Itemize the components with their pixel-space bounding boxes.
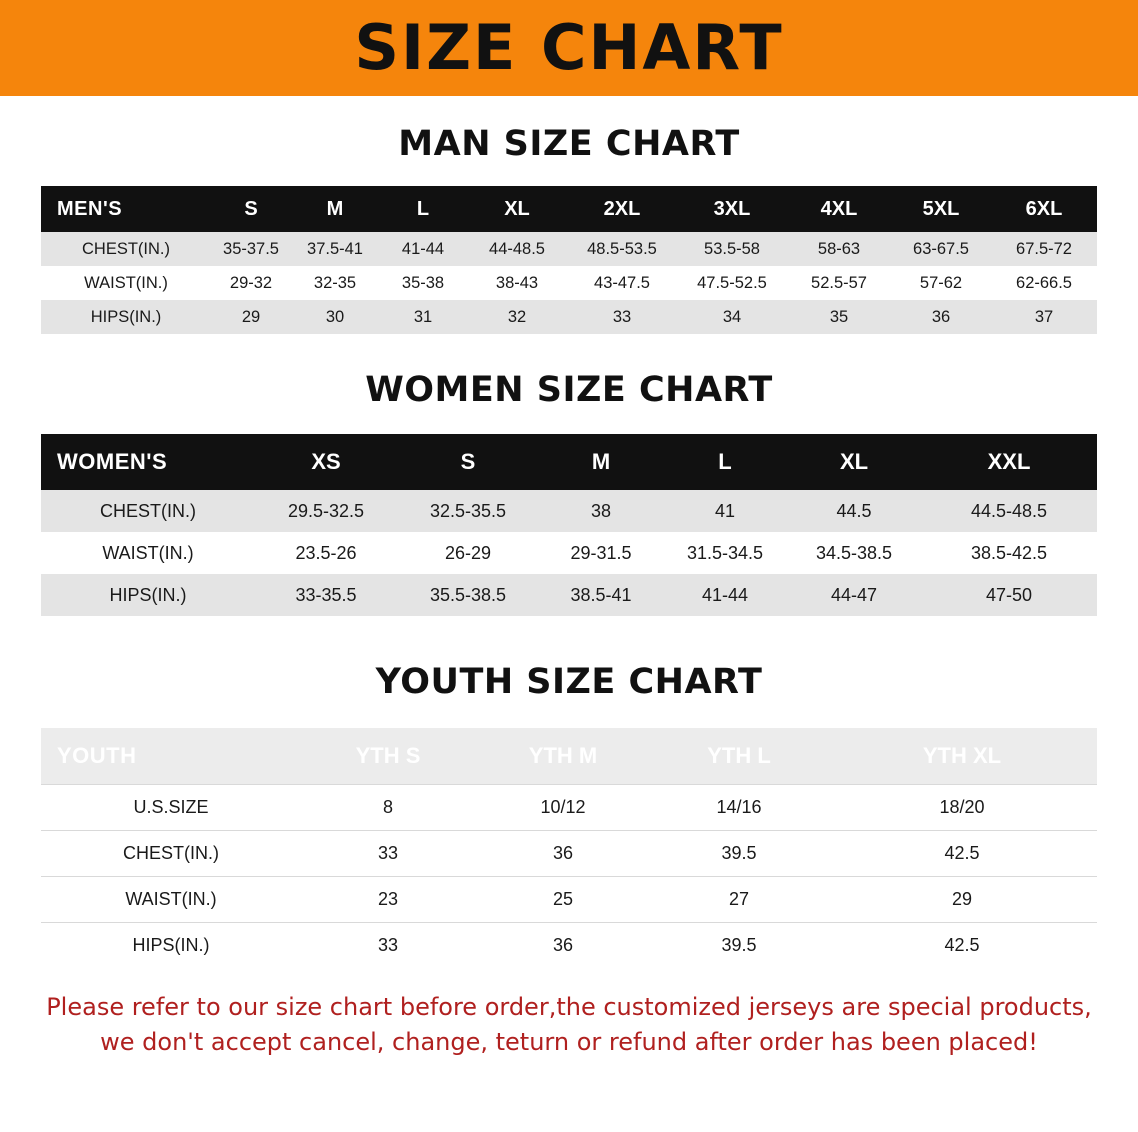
women-header-cell-4: L [663,434,787,490]
men-table-header-row [41,186,1097,232]
men-row-2-cell-6: 35 [787,300,891,334]
men-row-2-cell-0: 29 [211,300,291,334]
youth-size-table [41,728,1097,968]
table-row [41,232,1097,266]
women-row-2-cell-5: 47-50 [921,574,1097,616]
youth-row-0-cell-2: 14/16 [651,785,827,831]
youth-header-cell-0: YOUTH [41,728,301,785]
table-row [41,490,1097,532]
men-header-cell-7: 4XL [787,186,891,232]
youth-row-0-cell-0: 8 [301,785,475,831]
youth-row-2-cell-1: 25 [475,877,651,923]
men-row-0-cell-1: 37.5-41 [291,232,379,266]
men-row-0-label: CHEST(IN.) [41,232,211,266]
table-row [41,923,1097,969]
men-row-1-cell-5: 47.5-52.5 [677,266,787,300]
youth-row-3-cell-2: 39.5 [651,923,827,969]
women-row-0-cell-0: 29.5-32.5 [255,490,397,532]
women-header-cell-2: S [397,434,539,490]
men-header-cell-6: 3XL [677,186,787,232]
youth-row-0-cell-1: 10/12 [475,785,651,831]
men-header-cell-1: S [211,186,291,232]
men-row-2-cell-2: 31 [379,300,467,334]
men-row-1-cell-4: 43-47.5 [567,266,677,300]
men-row-2-cell-4: 33 [567,300,677,334]
youth-row-1-label: CHEST(IN.) [41,831,301,877]
table-row [41,831,1097,877]
youth-row-2-cell-0: 23 [301,877,475,923]
women-row-0-label: CHEST(IN.) [41,490,255,532]
disclaimer-note [41,990,1097,1060]
men-row-2-cell-1: 30 [291,300,379,334]
women-row-1-cell-3: 31.5-34.5 [663,532,787,574]
men-header-cell-0: MEN'S [41,186,211,232]
disclaimer-line-2: we don't accept cancel, change, teturn or refund after order has been placed! [100,1027,1038,1056]
youth-row-0-label: U.S.SIZE [41,785,301,831]
women-row-0-cell-2: 38 [539,490,663,532]
men-row-0-cell-0: 35-37.5 [211,232,291,266]
youth-row-3-cell-1: 36 [475,923,651,969]
youth-row-1-cell-2: 39.5 [651,831,827,877]
women-header-cell-6: XXL [921,434,1097,490]
women-row-0-cell-5: 44.5-48.5 [921,490,1097,532]
women-row-0-cell-4: 44.5 [787,490,921,532]
women-row-0-cell-1: 32.5-35.5 [397,490,539,532]
men-row-1-cell-7: 57-62 [891,266,991,300]
youth-row-1-cell-1: 36 [475,831,651,877]
youth-row-2-cell-2: 27 [651,877,827,923]
table-row [41,877,1097,923]
table-row [41,266,1097,300]
youth-header-cell-3: YTH L [651,728,827,785]
women-row-1-label: WAIST(IN.) [41,532,255,574]
women-row-2-cell-1: 35.5-38.5 [397,574,539,616]
men-row-1-label: WAIST(IN.) [41,266,211,300]
women-row-1-cell-4: 34.5-38.5 [787,532,921,574]
men-row-0-cell-3: 44-48.5 [467,232,567,266]
women-section-title: WOMEN SIZE CHART [365,370,773,410]
women-header-cell-0: WOMEN'S [41,434,255,490]
men-row-1-cell-6: 52.5-57 [787,266,891,300]
page-title: SIZE CHART [354,11,784,84]
men-row-0-cell-5: 53.5-58 [677,232,787,266]
women-row-1-cell-0: 23.5-26 [255,532,397,574]
table-row [41,300,1097,334]
men-row-0-cell-4: 48.5-53.5 [567,232,677,266]
men-row-1-cell-0: 29-32 [211,266,291,300]
men-header-cell-2: M [291,186,379,232]
women-table-header-row [41,434,1097,490]
men-row-1-cell-8: 62-66.5 [991,266,1097,300]
men-row-0-cell-7: 63-67.5 [891,232,991,266]
women-row-0-cell-3: 41 [663,490,787,532]
men-header-cell-4: XL [467,186,567,232]
man-section-title: MAN SIZE CHART [398,124,740,164]
men-row-2-cell-5: 34 [677,300,787,334]
men-row-0-cell-6: 58-63 [787,232,891,266]
youth-row-3-label: HIPS(IN.) [41,923,301,969]
youth-row-1-cell-3: 42.5 [827,831,1097,877]
youth-row-2-label: WAIST(IN.) [41,877,301,923]
men-header-cell-8: 5XL [891,186,991,232]
women-row-2-cell-2: 38.5-41 [539,574,663,616]
youth-row-0-cell-3: 18/20 [827,785,1097,831]
women-row-2-label: HIPS(IN.) [41,574,255,616]
women-row-2-cell-0: 33-35.5 [255,574,397,616]
men-row-1-cell-1: 32-35 [291,266,379,300]
disclaimer-line-1: Please refer to our size chart before order,the customized jerseys are special products, [46,993,1092,1021]
women-header-cell-5: XL [787,434,921,490]
youth-header-cell-2: YTH M [475,728,651,785]
men-header-cell-5: 2XL [567,186,677,232]
men-row-2-cell-7: 36 [891,300,991,334]
men-row-0-cell-8: 67.5-72 [991,232,1097,266]
men-header-cell-3: L [379,186,467,232]
youth-table-header-row [41,728,1097,785]
men-row-2-cell-3: 32 [467,300,567,334]
men-row-2-cell-8: 37 [991,300,1097,334]
youth-header-cell-1: YTH S [301,728,475,785]
women-row-2-cell-4: 44-47 [787,574,921,616]
youth-section-title: YOUTH SIZE CHART [375,662,763,702]
header-banner [0,0,1138,96]
table-row [41,574,1097,616]
youth-row-1-cell-0: 33 [301,831,475,877]
men-row-1-cell-3: 38-43 [467,266,567,300]
men-row-1-cell-2: 35-38 [379,266,467,300]
men-row-0-cell-2: 41-44 [379,232,467,266]
men-size-table [41,186,1097,334]
women-row-1-cell-1: 26-29 [397,532,539,574]
women-header-cell-3: M [539,434,663,490]
men-row-2-label: HIPS(IN.) [41,300,211,334]
women-row-1-cell-2: 29-31.5 [539,532,663,574]
women-row-1-cell-5: 38.5-42.5 [921,532,1097,574]
youth-row-3-cell-0: 33 [301,923,475,969]
youth-row-2-cell-3: 29 [827,877,1097,923]
youth-row-3-cell-3: 42.5 [827,923,1097,969]
youth-header-cell-4: YTH XL [827,728,1097,785]
men-header-cell-9: 6XL [991,186,1097,232]
women-row-2-cell-3: 41-44 [663,574,787,616]
women-header-cell-1: XS [255,434,397,490]
table-row [41,785,1097,831]
table-row [41,532,1097,574]
women-size-table [41,434,1097,616]
